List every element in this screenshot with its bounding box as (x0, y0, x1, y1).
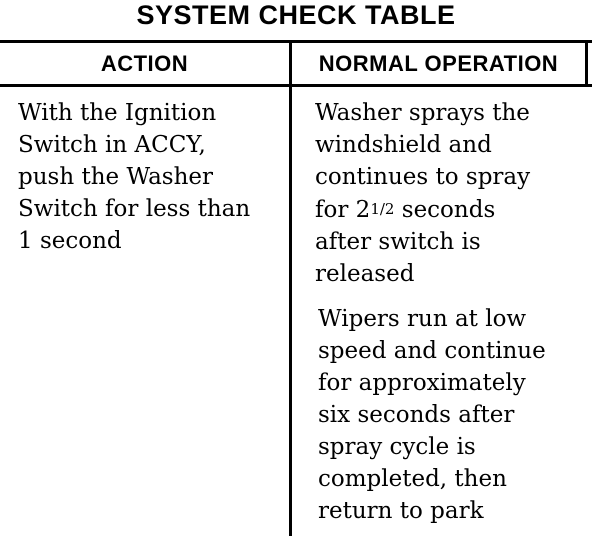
normal-operation-line: speed and continue (318, 338, 546, 364)
normal-operation-line: spray cycle is (318, 434, 476, 460)
column-header-normal-operation: NORMAL OPERATION (318, 51, 559, 76)
spray-time-prefix: for 2 (315, 197, 371, 223)
normal-operation-line: Washer sprays the (315, 100, 530, 126)
normal-operation-cell-washer (315, 97, 585, 290)
action-line: 1 second (18, 228, 122, 254)
action-line: push the Washer (18, 164, 214, 190)
normal-operation-line: completed, then (318, 466, 507, 492)
spray-time-line (315, 193, 585, 226)
spray-time-fraction: 1/2 (370, 200, 395, 218)
system-check-table (0, 40, 592, 536)
table-column-divider (289, 40, 292, 536)
normal-operation-line: windshield and (315, 132, 492, 158)
normal-operation-line: continues to spray (315, 164, 531, 190)
normal-operation-line: released (315, 261, 415, 287)
normal-operation-line: after switch is (315, 229, 481, 255)
table-top-border (0, 40, 592, 43)
normal-operation-line: return to park (318, 498, 484, 524)
spray-time-suffix: seconds (394, 197, 496, 223)
normal-operation-line: Wipers run at low (318, 306, 527, 332)
page-title: SYSTEM CHECK TABLE (136, 0, 456, 30)
normal-operation-line: six seconds after (318, 402, 515, 428)
action-line: With the Ignition (18, 100, 217, 126)
normal-operation-cell-wipers (318, 303, 588, 527)
table-header-right-border (585, 40, 588, 87)
action-line: Switch in ACCY, (18, 132, 206, 158)
action-cell (18, 97, 283, 257)
normal-operation-line: for approximately (318, 370, 526, 396)
column-header-action: ACTION (100, 51, 189, 76)
action-line: Switch for less than (18, 196, 251, 222)
table-header-divider (0, 84, 592, 87)
